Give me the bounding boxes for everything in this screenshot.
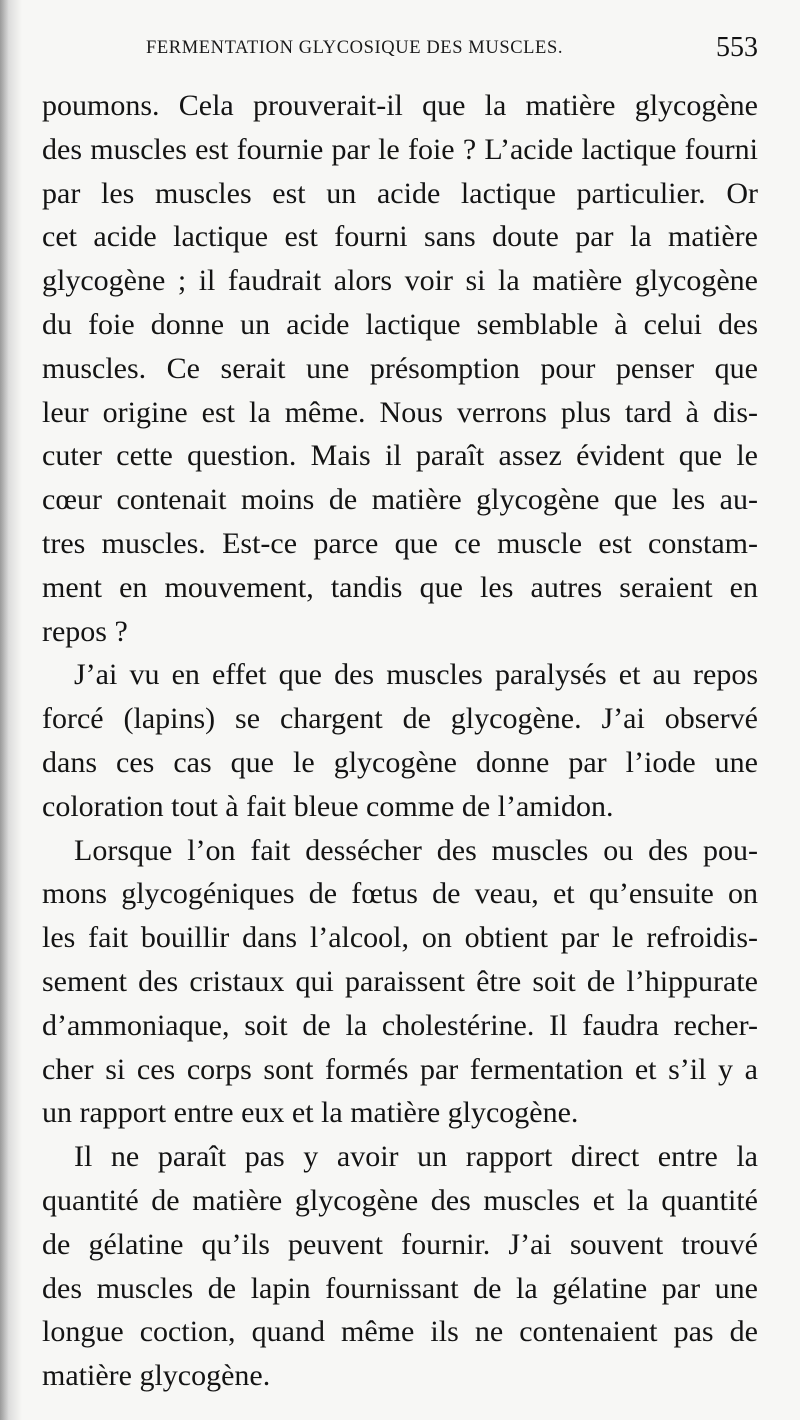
text-line: les fait bouillir dans l’alcool, on obtient par le refroidis-: [42, 921, 758, 955]
page-gutter-shadow: [0, 0, 22, 1420]
text-line: cher si ces corps sont formés par fermentation et s’il y a: [42, 1052, 758, 1086]
text-line: muscles. Ce serait une présomption pour penser que: [42, 351, 758, 385]
text-line: quantité de matière glycogène des muscles et la quantité: [42, 1183, 758, 1217]
text-line: Il ne paraît pas y avoir un rapport direct entre la: [74, 1140, 758, 1174]
text-line: J’ai vu en effet que des muscles paralysés et au repos: [74, 658, 758, 692]
text-line: sement des cristaux qui paraissent être soit de l’hippurate: [42, 964, 758, 998]
paragraph: [42, 829, 758, 1136]
text-line: cuter cette question. Mais il paraît assez évident que le: [42, 439, 758, 473]
text-line: un rapport entre eux et la matière glycogène.: [42, 1096, 579, 1130]
text-line: forcé (lapins) se chargent de glycogène. J’ai observé: [42, 702, 758, 736]
paragraph: [42, 653, 758, 828]
text-line: des muscles est fournie par le foie ? L’acide lactique fourni: [42, 132, 758, 166]
text-line: du foie donne un acide lactique semblable à celui des: [42, 307, 758, 341]
page-number: 553: [716, 32, 758, 63]
text-line: de gélatine qu’ils peuvent fournir. J’ai souvent trouvé: [42, 1227, 758, 1261]
text-line: cœur contenait moins de matière glycogène que les au-: [42, 483, 758, 517]
text-line: des muscles de lapin fournissant de la gélatine par une: [42, 1271, 758, 1305]
text-line: glycogène ; il faudrait alors voir si la matière glycogène: [42, 264, 758, 298]
text-line: poumons. Cela prouverait-il que la matière glycogène: [42, 89, 758, 122]
text-line: cet acide lactique est fourni sans doute par la matière: [42, 220, 758, 254]
text-line: repos ?: [42, 614, 128, 648]
text-line: ment en mouvement, tandis que les autres seraient en: [42, 570, 758, 604]
running-title: FERMENTATION GLYCOSIQUE DES MUSCLES.: [146, 38, 564, 58]
text-line: longue coction, quand même ils ne contenaient pas de: [42, 1315, 758, 1349]
text-line: leur origine est la même. Nous verrons plus tard à dis-: [42, 395, 758, 429]
page-header: [42, 32, 758, 72]
paragraph: [42, 1135, 758, 1398]
text-line: matière glycogène.: [42, 1359, 271, 1393]
text-line: mons glycogéniques de fœtus de veau, et qu’ensuite on: [42, 877, 758, 911]
text-line: Lorsque l’on fait dessécher des muscles ou des pou-: [74, 833, 758, 867]
text-line: par les muscles est un acide lactique particulier. Or: [42, 176, 758, 210]
text-line: coloration tout à fait bleue comme de l’amidon.: [42, 789, 614, 823]
paragraph: [42, 84, 758, 653]
text-line: tres muscles. Est-ce parce que ce muscle est constam-: [42, 526, 758, 560]
body-text: [42, 84, 758, 1398]
text-line: d’ammoniaque, soit de la cholestérine. Il faudra recher-: [42, 1008, 758, 1042]
text-line: dans ces cas que le glycogène donne par l’iode une: [42, 745, 758, 779]
